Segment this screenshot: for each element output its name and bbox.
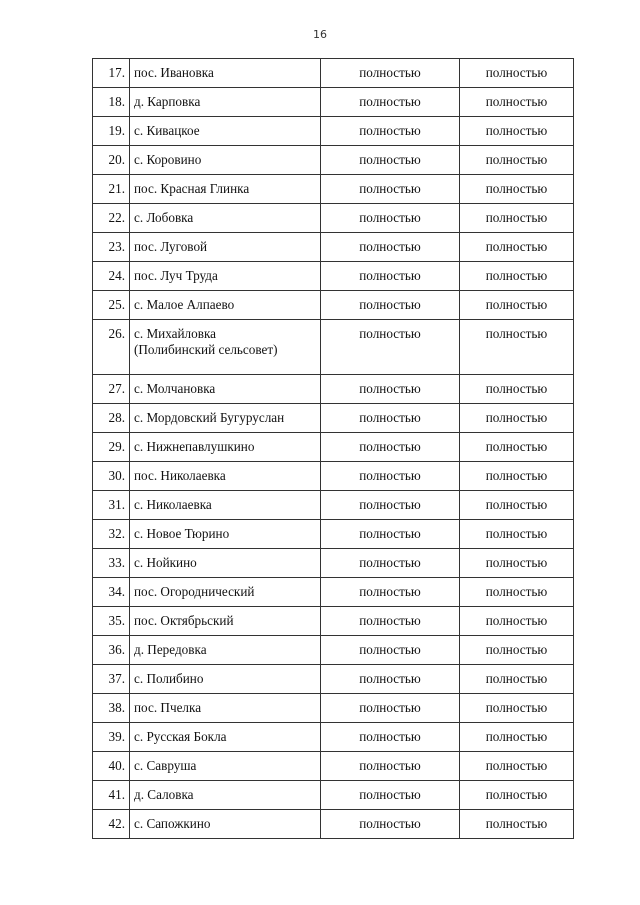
coverage-cell-2: полностью — [460, 665, 574, 694]
settlement-name-cell — [130, 607, 321, 636]
settlement-name: с. Лобовка — [134, 210, 194, 225]
coverage-cell-1: полностью — [321, 175, 460, 204]
table-row — [93, 433, 574, 462]
coverage-cell-2: полностью — [460, 262, 574, 291]
settlement-name: пос. Огороднический — [134, 584, 255, 599]
table-row — [93, 291, 574, 320]
coverage-cell-1: полностью — [321, 810, 460, 839]
coverage-cell-2: полностью — [460, 291, 574, 320]
settlement-name: пос. Пчелка — [134, 700, 202, 715]
coverage-cell-2: полностью — [460, 520, 574, 549]
coverage-cell-1: полностью — [321, 433, 460, 462]
coverage-cell-2: полностью — [460, 404, 574, 433]
settlement-name-cell — [130, 491, 321, 520]
coverage-cell-1: полностью — [321, 665, 460, 694]
settlement-name: пос. Ивановка — [134, 65, 214, 80]
coverage-cell-2: полностью — [460, 146, 574, 175]
coverage-cell-1: полностью — [321, 549, 460, 578]
coverage-cell-2: полностью — [460, 549, 574, 578]
page-number: 16 — [313, 28, 327, 41]
coverage-cell-2: полностью — [460, 694, 574, 723]
table-row — [93, 462, 574, 491]
coverage-cell-2: полностью — [460, 723, 574, 752]
coverage-cell-1: полностью — [321, 607, 460, 636]
table-row — [93, 665, 574, 694]
row-number: 25. — [93, 291, 130, 320]
coverage-cell-1: полностью — [321, 752, 460, 781]
row-number: 42. — [93, 810, 130, 839]
settlement-name: д. Саловка — [134, 787, 194, 802]
row-number: 34. — [93, 578, 130, 607]
coverage-cell-1: полностью — [321, 491, 460, 520]
table-row — [93, 810, 574, 839]
settlement-name-cell — [130, 320, 321, 375]
settlement-name: с. Новое Тюрино — [134, 526, 230, 541]
coverage-cell-1: полностью — [321, 723, 460, 752]
coverage-cell-2: полностью — [460, 117, 574, 146]
settlement-name-cell — [130, 175, 321, 204]
row-number: 24. — [93, 262, 130, 291]
row-number: 23. — [93, 233, 130, 262]
coverage-cell-2: полностью — [460, 462, 574, 491]
coverage-cell-2: полностью — [460, 781, 574, 810]
row-number: 36. — [93, 636, 130, 665]
settlement-name-cell — [130, 694, 321, 723]
row-number: 32. — [93, 520, 130, 549]
settlement-name: с. Малое Алпаево — [134, 297, 235, 312]
row-number: 33. — [93, 549, 130, 578]
settlement-name-cell — [130, 549, 321, 578]
coverage-cell-1: полностью — [321, 320, 460, 375]
coverage-cell-2: полностью — [460, 375, 574, 404]
table-row — [93, 262, 574, 291]
settlement-name-cell — [130, 462, 321, 491]
coverage-cell-1: полностью — [321, 59, 460, 88]
row-number: 41. — [93, 781, 130, 810]
table-row — [93, 520, 574, 549]
settlement-name: пос. Октябрьский — [134, 613, 234, 628]
coverage-cell-2: полностью — [460, 752, 574, 781]
settlement-name: с. Нижнепавлушкино — [134, 439, 255, 454]
row-number: 27. — [93, 375, 130, 404]
settlement-name-cell — [130, 781, 321, 810]
coverage-cell-1: полностью — [321, 233, 460, 262]
settlement-name-cell — [130, 433, 321, 462]
coverage-cell-1: полностью — [321, 520, 460, 549]
coverage-cell-2: полностью — [460, 204, 574, 233]
settlement-name-cell — [130, 404, 321, 433]
coverage-cell-1: полностью — [321, 694, 460, 723]
table-row — [93, 723, 574, 752]
coverage-cell-1: полностью — [321, 88, 460, 117]
row-number: 26. — [93, 320, 130, 375]
coverage-cell-2: полностью — [460, 810, 574, 839]
settlement-name: с. Молчановка — [134, 381, 216, 396]
row-number: 30. — [93, 462, 130, 491]
coverage-cell-2: полностью — [460, 578, 574, 607]
coverage-cell-2: полностью — [460, 59, 574, 88]
settlement-name: пос. Луговой — [134, 239, 208, 254]
coverage-cell-1: полностью — [321, 262, 460, 291]
coverage-cell-2: полностью — [460, 636, 574, 665]
row-number: 35. — [93, 607, 130, 636]
settlement-name: с. Михайловка — [134, 326, 217, 341]
row-number: 39. — [93, 723, 130, 752]
coverage-cell-1: полностью — [321, 404, 460, 433]
coverage-cell-2: полностью — [460, 607, 574, 636]
settlement-name: д. Карповка — [134, 94, 201, 109]
coverage-cell-1: полностью — [321, 462, 460, 491]
row-number: 22. — [93, 204, 130, 233]
settlement-name: с. Николаевка — [134, 497, 212, 512]
table-row — [93, 694, 574, 723]
coverage-cell-2: полностью — [460, 175, 574, 204]
table-row — [93, 578, 574, 607]
settlement-name-cell — [130, 520, 321, 549]
table-row — [93, 752, 574, 781]
table-row — [93, 375, 574, 404]
row-number: 20. — [93, 146, 130, 175]
row-number: 40. — [93, 752, 130, 781]
settlement-name: пос. Красная Глинка — [134, 181, 250, 196]
row-number: 21. — [93, 175, 130, 204]
row-number: 37. — [93, 665, 130, 694]
settlements-table — [92, 58, 574, 839]
settlement-name-cell — [130, 59, 321, 88]
table-row — [93, 146, 574, 175]
row-number: 29. — [93, 433, 130, 462]
coverage-cell-2: полностью — [460, 433, 574, 462]
coverage-cell-2: полностью — [460, 491, 574, 520]
settlement-name: с. Нойкино — [134, 555, 197, 570]
table-row — [93, 175, 574, 204]
row-number: 18. — [93, 88, 130, 117]
coverage-cell-1: полностью — [321, 204, 460, 233]
table-row — [93, 88, 574, 117]
settlement-name-cell — [130, 204, 321, 233]
table-row — [93, 607, 574, 636]
coverage-cell-1: полностью — [321, 578, 460, 607]
settlement-name-cell — [130, 375, 321, 404]
settlement-name-cell — [130, 117, 321, 146]
settlement-name-cell — [130, 233, 321, 262]
settlement-name: с. Мордовский Бугуруслан — [134, 410, 285, 425]
settlement-name: пос. Николаевка — [134, 468, 226, 483]
table-row — [93, 491, 574, 520]
coverage-cell-1: полностью — [321, 291, 460, 320]
table-row — [93, 320, 574, 375]
settlement-name: с. Коровино — [134, 152, 202, 167]
coverage-cell-1: полностью — [321, 781, 460, 810]
settlement-name: с. Полибино — [134, 671, 204, 686]
table-row — [93, 233, 574, 262]
settlement-name: с. Кивацкое — [134, 123, 200, 138]
coverage-cell-2: полностью — [460, 233, 574, 262]
coverage-cell-2: полностью — [460, 320, 574, 375]
settlement-name: пос. Луч Труда — [134, 268, 218, 283]
table-row — [93, 781, 574, 810]
table-row — [93, 59, 574, 88]
settlement-name: с. Савруша — [134, 758, 197, 773]
coverage-cell-1: полностью — [321, 117, 460, 146]
table-row — [93, 549, 574, 578]
coverage-cell-1: полностью — [321, 146, 460, 175]
settlement-name: с. Сапожкино — [134, 816, 211, 831]
settlement-name-cell — [130, 665, 321, 694]
settlement-name: д. Передовка — [134, 642, 207, 657]
settlement-name-note: (Полибинский сельсовет) — [134, 342, 278, 357]
table-row — [93, 204, 574, 233]
settlement-name-cell — [130, 810, 321, 839]
settlement-name: с. Русская Бокла — [134, 729, 227, 744]
settlement-name-cell — [130, 291, 321, 320]
table-row — [93, 117, 574, 146]
settlement-name-cell — [130, 636, 321, 665]
settlement-name-cell — [130, 752, 321, 781]
settlement-name-cell — [130, 262, 321, 291]
coverage-cell-2: полностью — [460, 88, 574, 117]
coverage-cell-1: полностью — [321, 375, 460, 404]
row-number: 28. — [93, 404, 130, 433]
coverage-cell-1: полностью — [321, 636, 460, 665]
row-number: 17. — [93, 59, 130, 88]
row-number: 31. — [93, 491, 130, 520]
table-body — [93, 59, 574, 839]
settlement-name-cell — [130, 146, 321, 175]
table-row — [93, 636, 574, 665]
settlement-name-cell — [130, 88, 321, 117]
row-number: 38. — [93, 694, 130, 723]
row-number: 19. — [93, 117, 130, 146]
settlement-name-cell — [130, 723, 321, 752]
table-row — [93, 404, 574, 433]
settlement-name-cell — [130, 578, 321, 607]
